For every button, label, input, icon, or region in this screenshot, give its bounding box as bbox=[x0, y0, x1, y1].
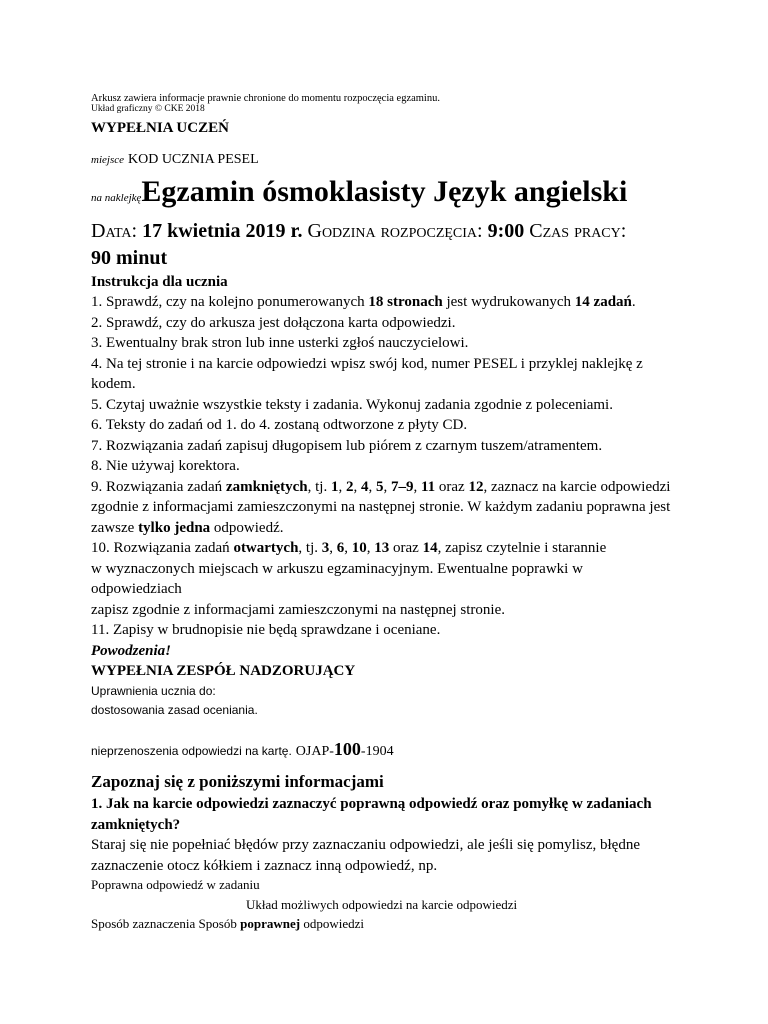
instruction-2: 2. Sprawdź, czy do arkusza jest dołączona karta odpowiedzi. bbox=[91, 314, 456, 331]
sticker-label: na naklejkę bbox=[91, 192, 142, 204]
place-label: miejsce bbox=[91, 154, 124, 166]
instruction-10-cont2: odpowiedziach bbox=[91, 581, 182, 597]
instruction-11: 11. Zapisy w brudnopisie nie będą sprawdzane i oceniane. bbox=[91, 622, 441, 638]
title-line bbox=[91, 174, 708, 216]
no-transfer-option: nieprzenoszenia odpowiedzi na kartę. bbox=[91, 744, 292, 758]
instruction-7: 7. Rozwiązania zadań zapisuj długopisem lub piórem z czarnym tuszem/atramentem. bbox=[91, 437, 603, 454]
instruction-3: 3. Ewentualny brak stron lub inne usterki zgłoś nauczycielowi. bbox=[91, 335, 469, 351]
supervisors-heading: WYPEŁNIA ZESPÓŁ NADZORUJĄCY bbox=[91, 663, 356, 679]
instruction-4-cont: kodem. bbox=[91, 376, 136, 392]
info-heading: Zapoznaj się z poniższymi informacjami bbox=[91, 772, 384, 791]
marking-method-label: Sposób zaznaczenia Sposób poprawnej odpowiedzi bbox=[91, 916, 364, 931]
good-luck: Powodzenia! bbox=[91, 642, 172, 659]
start-label: Godzina rozpoczęcia: bbox=[307, 220, 483, 242]
student-rights-label: Uprawnienia ucznia do: bbox=[91, 684, 216, 698]
instruction-10: 10. Rozwiązania zadań otwartych, tj. 3, 6, 10, 13 oraz 14, zapisz czytelnie i starannie bbox=[91, 540, 607, 556]
legal-notice: Arkusz zawiera informacje prawnie chronione do momentu rozpoczęcia egzaminu. bbox=[91, 93, 440, 104]
exam-code-number: 100 bbox=[333, 739, 361, 759]
instructions-heading: Instrukcja dla ucznia bbox=[91, 274, 228, 290]
exam-code-prefix: OJAP- bbox=[295, 744, 334, 759]
info-paragraph-1: Staraj się nie popełniać błędów przy zaznaczaniu odpowiedzi, ale jeśli się pomylisz, błędne bbox=[91, 837, 640, 853]
duration-value: 90 minut bbox=[91, 247, 168, 269]
instruction-9-cont2: zawsze tylko jedna odpowiedź. bbox=[91, 519, 284, 536]
instruction-8: 8. Nie używaj korektora. bbox=[91, 458, 240, 474]
answer-layout-label: Układ możliwych odpowiedzi na karcie odpowiedzi bbox=[246, 897, 518, 912]
adapt-grading-option: dostosowania zasad oceniania. bbox=[91, 703, 258, 717]
instruction-4: 4. Na tej stronie i na karcie odpowiedzi wpisz swój kod, numer PESEL i przyklej naklejkę z bbox=[91, 355, 643, 372]
exam-title: Egzamin ósmoklasisty Język angielski bbox=[141, 175, 628, 208]
instructions-list bbox=[91, 292, 708, 661]
info-question-1: 1. Jak na karcie odpowiedzi zaznaczyć poprawną odpowiedź oraz pomyłkę w zadaniach bbox=[91, 796, 652, 812]
instruction-10-cont: w wyznaczonych miejscach w arkuszu egzaminacyjnym. Ewentualne poprawki w bbox=[91, 560, 583, 577]
student-code-label: KOD UCZNIA PESEL bbox=[127, 152, 259, 167]
date-value: 17 kwietnia 2019 r. bbox=[142, 220, 303, 242]
info-question-1-cont: zamkniętych? bbox=[91, 816, 181, 833]
instruction-10-cont3: zapisz zgodnie z informacjami zamieszczonymi na następnej stronie. bbox=[91, 601, 506, 618]
date-label: Data: bbox=[91, 220, 138, 242]
instruction-9: 9. Rozwiązania zadań zamkniętych, tj. 1, 2, 4, 5, 7–9, 11 oraz 12, zaznacz na karcie odpowiedzi bbox=[91, 478, 671, 495]
student-fills-heading: WYPEŁNIA UCZEŃ bbox=[91, 120, 229, 136]
correct-answer-label: Poprawna odpowiedź w zadaniu bbox=[91, 877, 260, 892]
instruction-1: 1. Sprawdź, czy na kolejno ponumerowanych 18 stronach jest wydrukowanych 14 zadań. bbox=[91, 294, 636, 310]
exam-meta-line bbox=[91, 218, 708, 245]
start-value: 9:00 bbox=[487, 220, 525, 242]
info-paragraph-1-cont: zaznaczenie otocz kółkiem i zaznacz inną odpowiedź, np. bbox=[91, 857, 438, 874]
exam-code-suffix: -1904 bbox=[360, 744, 394, 759]
instruction-6: 6. Teksty do zadań od 1. do 4. zostaną odtworzone z płyty CD. bbox=[91, 417, 468, 433]
student-code-line bbox=[91, 150, 708, 168]
duration-label: Czas pracy: bbox=[529, 220, 627, 242]
layout-credit: Układ graficzny © CKE 2018 bbox=[91, 104, 205, 114]
exam-code-line bbox=[91, 738, 708, 763]
instruction-5: 5. Czytaj uważnie wszystkie teksty i zadania. Wykonuj zadania zgodnie z poleceniami. bbox=[91, 396, 613, 413]
instruction-9-cont: zgodnie z informacjami zamieszczonymi na następnej stronie. W każdym zadaniu poprawna jest bbox=[91, 499, 671, 515]
